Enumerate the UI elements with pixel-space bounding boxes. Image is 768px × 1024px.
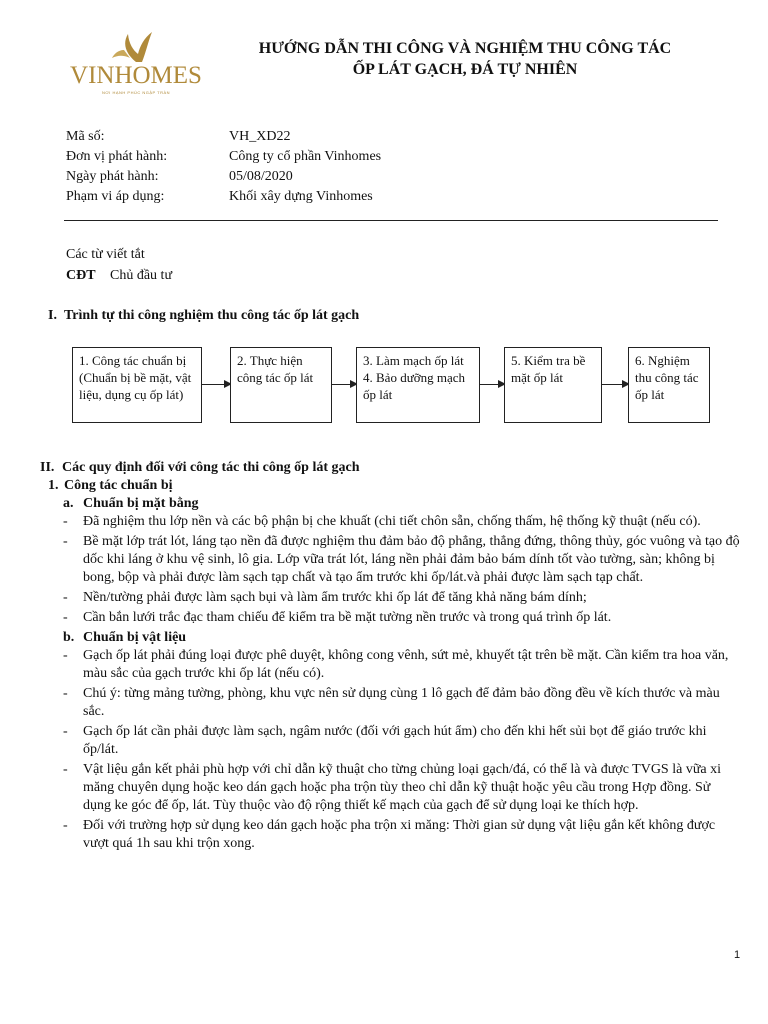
bullet-dash: -: [63, 590, 68, 605]
bullet-dash: -: [63, 534, 68, 549]
meta-value: 05/08/2020: [229, 169, 293, 184]
bullet-dash: -: [63, 818, 68, 833]
document-meta: [66, 127, 381, 207]
meta-label: Ngày phát hành:: [66, 169, 159, 184]
meta-label: Mã số:: [66, 129, 105, 144]
title-line-2: ỐP LÁT GẠCH, ĐÁ TỰ NHIÊN: [352, 61, 578, 78]
meta-label: Phạm vi áp dụng:: [66, 189, 165, 204]
abbreviation-row: [66, 265, 172, 286]
process-flowchart: [72, 347, 712, 425]
list-item-text: Nền/tường phải được làm sạch bụi và làm ẩm trước khi ốp lát để tăng khả năng bám dính;: [83, 590, 587, 605]
list-item-text: Gạch ốp lát cần phải được làm sạch, ngâm nước (đối với gạch hút ẩm) cho đến khi hết sủi bọt để giáo trước khi ốp/lát.: [83, 724, 707, 757]
vinhomes-logo: [66, 28, 206, 98]
title-line-1: HƯỚNG DẪN THI CÔNG VÀ NGHIỆM THU CÔNG TÁC: [258, 40, 672, 57]
section-2: [40, 459, 740, 855]
flow-step-5: 5. Kiểm tra bề mặt ốp lát: [504, 347, 602, 423]
item-b-heading: [63, 629, 740, 647]
subsection-1-number: 1.: [48, 478, 59, 493]
subsection-1-title: Công tác chuẩn bị: [64, 478, 173, 493]
document-title: [215, 38, 715, 80]
list-item-text: Cần bắn lưới trắc đạc tham chiếu để kiểm tra bề mặt tường nền trước và trong quá trình ốp lát.: [83, 610, 612, 625]
flow-step-3-4: 3. Làm mạch ốp lát 4. Bảo dưỡng mạch ốp lát: [356, 347, 480, 423]
section-2-heading: [40, 459, 740, 477]
abbreviation-meaning: Chủ đầu tư: [110, 268, 173, 283]
bullet-dash: -: [63, 610, 68, 625]
bullet-dash: -: [63, 724, 68, 739]
list-item-text: Chú ý: từng mảng tường, phòng, khu vực nên sử dụng cùng 1 lô gạch để đảm bảo đồng đều về kích thước và màu sắc.: [83, 686, 720, 719]
divider: [64, 220, 718, 221]
page-number: 1: [734, 949, 741, 961]
list-item: [63, 685, 740, 721]
section-2-title: Các quy định đối với công tác thi công ốp lát gạch: [62, 460, 360, 475]
list-item: [63, 723, 740, 759]
flow-arrow: [332, 384, 356, 385]
list-item-text: Đã nghiệm thu lớp nền và các bộ phận bị che khuất (chi tiết chôn sẵn, chống thấm, hệ thống kỹ thuật (nếu có).: [83, 514, 701, 529]
bullet-dash: -: [63, 648, 68, 663]
flow-arrow: [202, 384, 230, 385]
section-2-number: II.: [40, 460, 55, 475]
flow-step-1: 1. Công tác chuẩn bị (Chuẩn bị bề mặt, vật liệu, dụng cụ ốp lát): [72, 347, 202, 423]
bullet-dash: -: [63, 686, 68, 701]
meta-row: [66, 167, 381, 187]
flow-step-2: 2. Thực hiện công tác ốp lát: [230, 347, 332, 423]
flow-arrow: [480, 384, 504, 385]
list-item-text: Vật liệu gắn kết phải phù hợp với chỉ dẫn kỹ thuật cho từng chủng loại gạch/đá, có thể là và được TVGS là vữa xi măng chuyên dụng hoặc keo dán gạch hoặc pha trộn tùy theo chỉ dẫn kỹ thuật hoặc yêu cầu trong Hợp đồng. Sử dụng ke góc để ốp, lát. Tùy thuộc vào độ rộng thiết kế mạch của gạch để sử dụng loại ke thích hợp.: [83, 762, 722, 813]
list-item-text: Gạch ốp lát phải đúng loại được phê duyệt, không cong vênh, sứt mẻ, khuyết tật trên bề mặt. Cần kiểm tra hoa văn, màu sắc của gạch trước khi ốp lát (nếu có).: [83, 648, 729, 681]
meta-row: [66, 147, 381, 167]
meta-value: Khối xây dựng Vinhomes: [229, 189, 373, 204]
section-1-heading: [48, 308, 359, 324]
section-1-title: Trình tự thi công nghiệm thu công tác ốp lát gạch: [64, 308, 360, 323]
list-item: [63, 513, 740, 531]
item-b-title: Chuẩn bị vật liệu: [83, 630, 187, 645]
subsection-1-heading: [48, 477, 740, 495]
list-item: [63, 533, 740, 587]
list-item: [63, 589, 740, 607]
abbreviation-code: CĐT: [66, 268, 96, 283]
item-a-heading: [63, 495, 740, 513]
item-b-number: b.: [63, 630, 75, 645]
list-item: [63, 817, 740, 853]
bullet-dash: -: [63, 762, 68, 777]
meta-row: [66, 127, 381, 147]
abbreviations-heading: Các từ viết tắt: [66, 247, 145, 262]
brand-name: VINHOMES: [70, 62, 202, 89]
flow-arrow: [602, 384, 628, 385]
abbreviations: [66, 244, 172, 286]
meta-value: Công ty cổ phần Vinhomes: [229, 149, 382, 164]
brand-tagline: NƠI HẠNH PHÚC NGẬP TRÀN: [101, 90, 171, 95]
section-1-number: I.: [48, 308, 57, 323]
meta-value: VH_XD22: [229, 129, 291, 144]
item-a-number: a.: [63, 496, 74, 511]
list-item-text: Bề mặt lớp trát lót, láng tạo nền đã được nghiệm thu đảm bảo độ phẳng, thẳng đứng, thông thủy, góc vuông và tạo độ dốc khi láng ở khu vệ sinh, lô gia. Lớp vữa trát lót, láng nền phải đảm bảo bám dính tốt vào tường, sàn; không bị bong, bộp và phải được làm sạch tạp chất và tạo ẩm trước khi ốp/lát.và phải được làm sạch tạp chất.: [83, 534, 740, 585]
meta-row: [66, 187, 381, 207]
list-item-text: Đối với trường hợp sử dụng keo dán gạch hoặc pha trộn xi măng: Thời gian sử dụng vật liệu gắn kết không được vượt quá 1h sau khi trộn xong.: [83, 818, 716, 851]
bullet-dash: -: [63, 514, 68, 529]
meta-label: Đơn vị phát hành:: [66, 149, 168, 164]
flow-step-6: 6. Nghiệm thu công tác ốp lát: [628, 347, 710, 423]
item-a-title: Chuẩn bị mặt bằng: [83, 496, 199, 511]
list-item: [63, 647, 740, 683]
list-item: [63, 761, 740, 815]
list-item: [63, 609, 740, 627]
